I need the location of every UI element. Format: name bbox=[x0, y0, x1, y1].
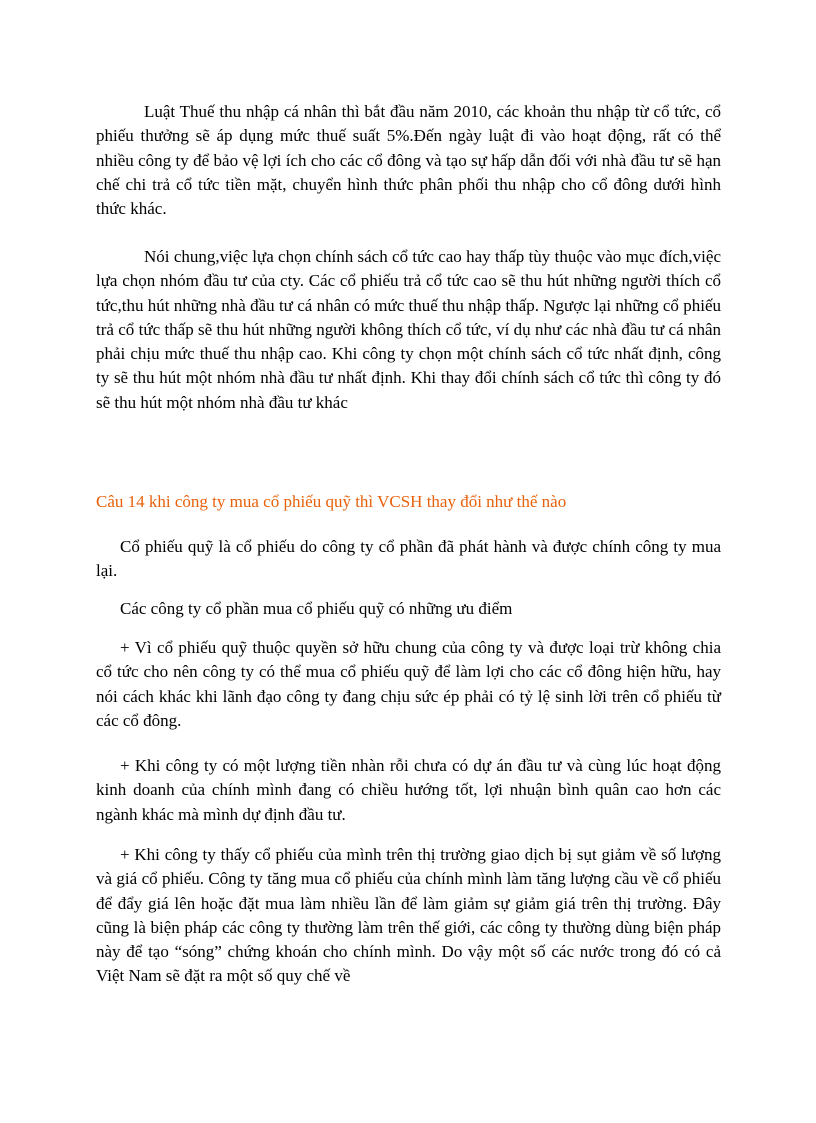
paragraph-treasury-definition: Cổ phiếu quỹ là cổ phiếu do công ty cổ phần đã phát hành và được chính công ty mua lại. bbox=[96, 537, 721, 581]
paragraph-dividend-policy: Nói chung,việc lựa chọn chính sách cổ tức cao hay thấp tùy thuộc vào mục đích,việc lựa chọn nhóm đầu tư của cty. Các cổ phiếu trả cổ tức cao sẽ thu hút những người thích cổ tức,thu hút những nhà đầu tư cá nhân có mức thuế thu nhập thấp. Ngược lại những cổ phiếu trả cổ tức thấp sẽ thu hút những người không thích cổ tức, ví dụ như các nhà đầu tư cá nhân phải chịu mức thuế thu nhập cao. Khi công ty chọn một chính sách cổ tức nhất định, công ty sẽ thu hút một nhóm nhà đầu tư nhất định. Khi thay đổi chính sách cổ tức thì công ty đó sẽ thu hút một nhóm nhà đầu tư khác bbox=[96, 247, 721, 412]
paragraph-advantage-2: + Khi công ty có một lượng tiền nhàn rỗi chưa có dự án đầu tư và cùng lúc hoạt động kinh doanh của chính mình đang có chiều hướng tốt, lợi nhuận bình quân cao hơn các ngành khác mà mình dự định đầu tư. bbox=[96, 756, 721, 824]
paragraph-advantages-intro: Các công ty cổ phần mua cổ phiếu quỹ có những ưu điểm bbox=[120, 599, 513, 618]
paragraph-advantage-1: + Vì cổ phiếu quỹ thuộc quyền sở hữu chung của công ty và được loại trừ không chia cổ tức cho nên công ty có thể mua cổ phiếu quỹ để làm lợi cho các cổ đông hiện hữu, hay nói cách khác khi lãnh đạo công ty đang chịu sức ép phải có tỷ lệ sinh lời trên cổ phiếu từ các cổ đông. bbox=[96, 638, 721, 730]
paragraph-income-tax: Luật Thuế thu nhập cá nhân thì bắt đầu năm 2010, các khoản thu nhập từ cổ tức, cổ phiếu thưởng sẽ áp dụng mức thuế suất 5%.Đến ngày luật đi vào hoạt động, rất có thể nhiều công ty để bảo vệ lợi ích cho các cổ đông và tạo sự hấp dẫn đối với nhà đầu tư sẽ hạn chế chi trả cổ tức tiền mặt, chuyển hình thức phân phối thu nhập cho cổ đông dưới hình thức khác. bbox=[96, 102, 721, 219]
section-heading: Câu 14 khi công ty mua cổ phiếu quỹ thì VCSH thay đổi như thế nào bbox=[96, 492, 567, 511]
paragraph-advantage-3: + Khi công ty thấy cổ phiếu của mình trên thị trường giao dịch bị sụt giảm về số lượng và giá cổ phiếu. Công ty tăng mua cổ phiếu của chính mình làm tăng lượng cầu về cổ phiếu để đẩy giá lên hoặc đặt mua làm nhiều lần để làm giảm sự giảm giá trên thị trường. Đây cũng là biện pháp các công ty thường làm trên thế giới, các công ty thường dùng biện pháp này để tạo “sóng” chứng khoán cho chính mình. Do vậy một số các nước trong đó có cả Việt Nam sẽ đặt ra một số quy chế về bbox=[96, 845, 721, 986]
